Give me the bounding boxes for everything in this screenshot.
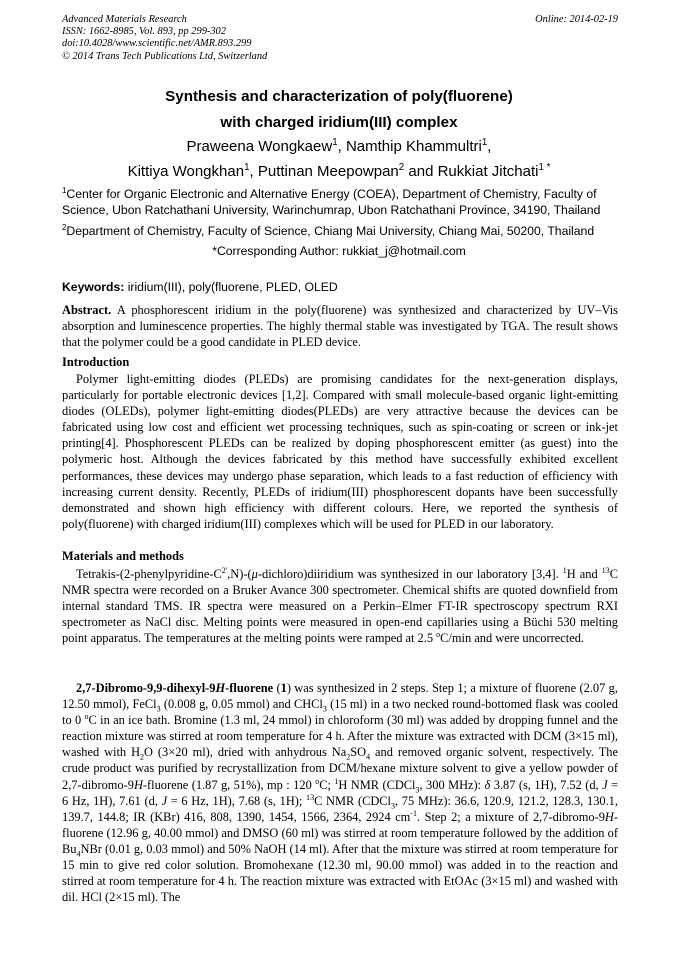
superscript: 13 — [306, 792, 315, 802]
superscript: -1 — [410, 808, 418, 818]
author-conjunction: and — [408, 163, 434, 180]
text-run: H and — [566, 567, 602, 581]
text-run: , 75 MHz): 36.6, 120.9, 121.2, 128.3, 130.1, 139.7, 144.8; IR (KBr) 416, 808, 1390, 1454, 1566, 2364, 2924 cm — [62, 793, 618, 824]
italic-run: H — [133, 777, 143, 792]
affiliation-1 — [62, 186, 618, 219]
italic-run: J — [161, 793, 168, 808]
text-run: Tetrakis-(2-phenylpyridine-C — [76, 567, 222, 581]
subscript: 3 — [156, 704, 161, 714]
keywords-text: iridium(III), poly(fluorene, PLED, OLED — [124, 280, 338, 294]
italic-run: J — [602, 777, 608, 792]
text-run: -fluorene (1.87 g, 51%), mp : 120 — [142, 777, 316, 792]
greek-delta: δ — [484, 777, 491, 792]
subscript: 2 — [346, 752, 351, 762]
journal-issn: ISSN: 1662-8985, Vol. 893, pp 299-302 — [62, 26, 226, 38]
text-run: ,N)-( — [227, 567, 252, 581]
superscript: 2' — [221, 565, 228, 575]
text-run: and removed organic solvent, respectively. The crude product was purified by recrystallization from DCM/hexane mixture solvent to give a yellow powder of 2,7-dibromo-9 — [62, 745, 618, 792]
compound-name: H — [215, 681, 226, 695]
author-name: Kittiya Wongkhan — [127, 163, 245, 180]
text-run: . Step 2; a mixture of 2,7-dibromo-9 — [417, 809, 605, 824]
author-affiliation-mark: 2 — [398, 162, 405, 173]
affiliation-mark: 1 — [62, 185, 67, 195]
section-heading-introduction: Introduction — [62, 355, 130, 369]
author-name: Praweena Wongkaew — [186, 138, 333, 155]
subscript: 4 — [366, 752, 371, 762]
subscript: 3 — [415, 785, 420, 795]
superscript: o — [436, 630, 441, 640]
text-run: ) was synthesized in 2 steps. Step 1; a mixture of fluorene (2.07 g, 12.50 mmol), FeCl — [62, 681, 618, 712]
superscript: o — [84, 712, 89, 722]
text-run: ( — [273, 681, 281, 695]
methods-paragraph-2 — [62, 680, 618, 905]
author-name: Rukkiat Jitchati — [437, 163, 539, 180]
abstract-text: A phosphorescent iridium in the poly(fluorene) was synthesized and characterized by UV–Vis absorption and luminescence properties. The highly thermal stable was investigated by TGA. The result shows that the polymer could be a good candidate in PLED device. — [62, 303, 618, 350]
affiliation-text: Center for Organic Electronic and Alternative Energy (COEA), Department of Chemistry, Faculty of Science, Ubon Ratchathani University, Warinchumrap, Ubon Ratchathani Province, 34190, Thailand — [62, 187, 601, 218]
text-run: C; — [319, 777, 335, 792]
text-run: O (3×20 ml), dried with anhydrous Na — [144, 745, 347, 760]
affiliation-mark: 2 — [62, 222, 67, 232]
text-run: 3.87 (s, 1H), 7.52 (d, — [490, 777, 603, 792]
author-affiliation-mark: 1 — [481, 137, 488, 148]
text-run: C/min and were uncorrected. — [440, 631, 584, 646]
text-run: , 300 MHz): — [419, 777, 485, 792]
text-run: -dichloro)diiridium was synthesized in our laboratory [3,4]. — [257, 567, 563, 581]
compound-name: -fluorene — [225, 681, 274, 695]
compound-number: 1 — [280, 681, 287, 695]
paper-title-line-2: with charged iridium(III) complex — [220, 114, 458, 131]
affiliation-2 — [62, 223, 618, 239]
compound-name: 2,7-Dibromo-9,9-dihexyl-9 — [76, 681, 216, 695]
keywords-label: Keywords: — [62, 280, 125, 294]
greek-mu: μ — [251, 567, 258, 581]
text-run: = 6 Hz, 1H), 7.61 (d, — [62, 777, 619, 808]
author-affiliation-mark: 1 — [244, 162, 250, 173]
methods-paragraph-1 — [62, 566, 618, 646]
section-heading-methods: Materials and methods — [62, 549, 184, 563]
keywords — [62, 280, 618, 294]
superscript: 1 — [562, 565, 567, 575]
author-affiliation-mark: 1 — [332, 137, 338, 148]
superscript: 13 — [601, 565, 610, 575]
subscript: 3 — [322, 704, 327, 714]
subscript: 4 — [76, 849, 81, 859]
author-name: Namthip Khammultri — [345, 138, 482, 155]
subscript: 3 — [391, 801, 396, 811]
introduction-paragraph: Polymer light-emitting diodes (PLEDs) are promising candidates for the next-generation displays, particularly for portable electronic devices [1,2]. Compared with small molecule-based organic light-emitting diodes (OLEDs), polymer light-emitting diodes(PLEDs) are very attractive because the devices can be fabricated using low cost and efficient wet processing techniques, such as spin-coating or screen or ink-jet printing[4]. Phosphorescent PLEDs can be realized by doping phosphorescent emitter (as guest) into the polymeric host. Although the devices fabricated by this method have successfully exhibited excellent performances, these devices may undergo phase separation, which leads to a fast reduction of efficiency with increasing current density. Recently, PLEDs of iridium(III) phosphorescent dopants have been successfully demonstrated and shown high efficiency with different colours. Here, we reported the synthesis of poly(fluorene) with charged iridium(III) complexes which will be used for PLED in our laboratory. — [62, 372, 618, 531]
text-run: (15 ml) in a two necked round-bottomed flask was cooled to 0 — [62, 697, 619, 728]
text-run: C NMR spectra were recorded on a Bruker Avance 300 spectrometer. Chemical shifts are quoted downfield from internal standard TMS. IR spectra were measured on a Perkin–Elmer FT-IR spectroscopy spectrum RXI spectrometer as NaCl disc. Melting points were measured in open-end capillaries using a Büchi 530 melting point apparatus. The temperatures at the melting points were ramped at 2.5 — [62, 567, 618, 646]
text-run: (0.008 g, 0.05 mmol) and CHCl — [160, 697, 323, 712]
superscript: o — [315, 776, 320, 786]
text-run: H NMR (CDCl — [338, 777, 416, 792]
text-run: SO — [350, 745, 367, 760]
text-run: = 6 Hz, 1H), 7.68 (s, 1H); — [167, 793, 307, 808]
journal-copyright: © 2014 Trans Tech Publications Ltd, Switzerland — [62, 50, 268, 62]
author-name: Puttinan Meepowpan — [257, 163, 399, 180]
abstract — [62, 302, 618, 350]
text-run: -fluorene (12.96 g, 40.00 mmol) and DMSO (60 ml) was stirred at room temperature followed by the addition of Bu — [62, 809, 619, 856]
corresponding-author: *Corresponding Author: rukkiat_j@hotmail.com — [212, 244, 466, 258]
online-date: Online: 2014-02-19 — [535, 14, 618, 25]
italic-run: H — [604, 809, 614, 824]
journal-doi: doi:10.4028/www.scientific.net/AMR.893.299 — [62, 38, 252, 50]
author-affiliation-mark: 1 * — [538, 162, 551, 173]
text-run: C in an ice bath. Bromine (1.3 ml, 24 mmol) in chloroform (30 ml) was added by dropping funnel and the reaction mixture was stirred at room temperature for 4 h. After the mixture was extracted with DCM (3×15 ml), washed with H — [62, 713, 618, 760]
subscript: 2 — [140, 752, 145, 762]
affiliation-text: Department of Chemistry, Faculty of Science, Chiang Mai University, Chiang Mai, 50200, Thailand — [66, 224, 595, 238]
abstract-label: Abstract. — [62, 303, 112, 317]
journal-name: Advanced Materials Research — [62, 14, 187, 25]
paper-title-line-1: Synthesis and characterization of poly(fluorene) — [165, 88, 513, 105]
superscript: 1 — [334, 776, 339, 786]
author-line-1: Praweena Wongkaew$^1$, Namthip Khammultri$^1$, — [186, 137, 492, 155]
journal-header — [62, 14, 618, 63]
author-line-2: Kittiya Wongkhan$^1$, Puttinan Meepowpan$^2$ and Rukkiat Jitchati$^{1 *}$ — [127, 162, 551, 180]
text-run: NBr (0.01 g, 0.03 mmol) and 50% NaOH (14 ml). After that the mixture was stirred at room temperature for 15 min to give red color solution. Bromohexane (12.30 ml, 90.00 mmol) was added in to the reaction and stirred at room temperature for 4 h. The reaction mixture was extracted with EtOAc (3×15 ml) and washed with dil. HCl (2×15 ml). The — [62, 841, 618, 905]
text-run: C NMR (CDCl — [314, 793, 391, 808]
